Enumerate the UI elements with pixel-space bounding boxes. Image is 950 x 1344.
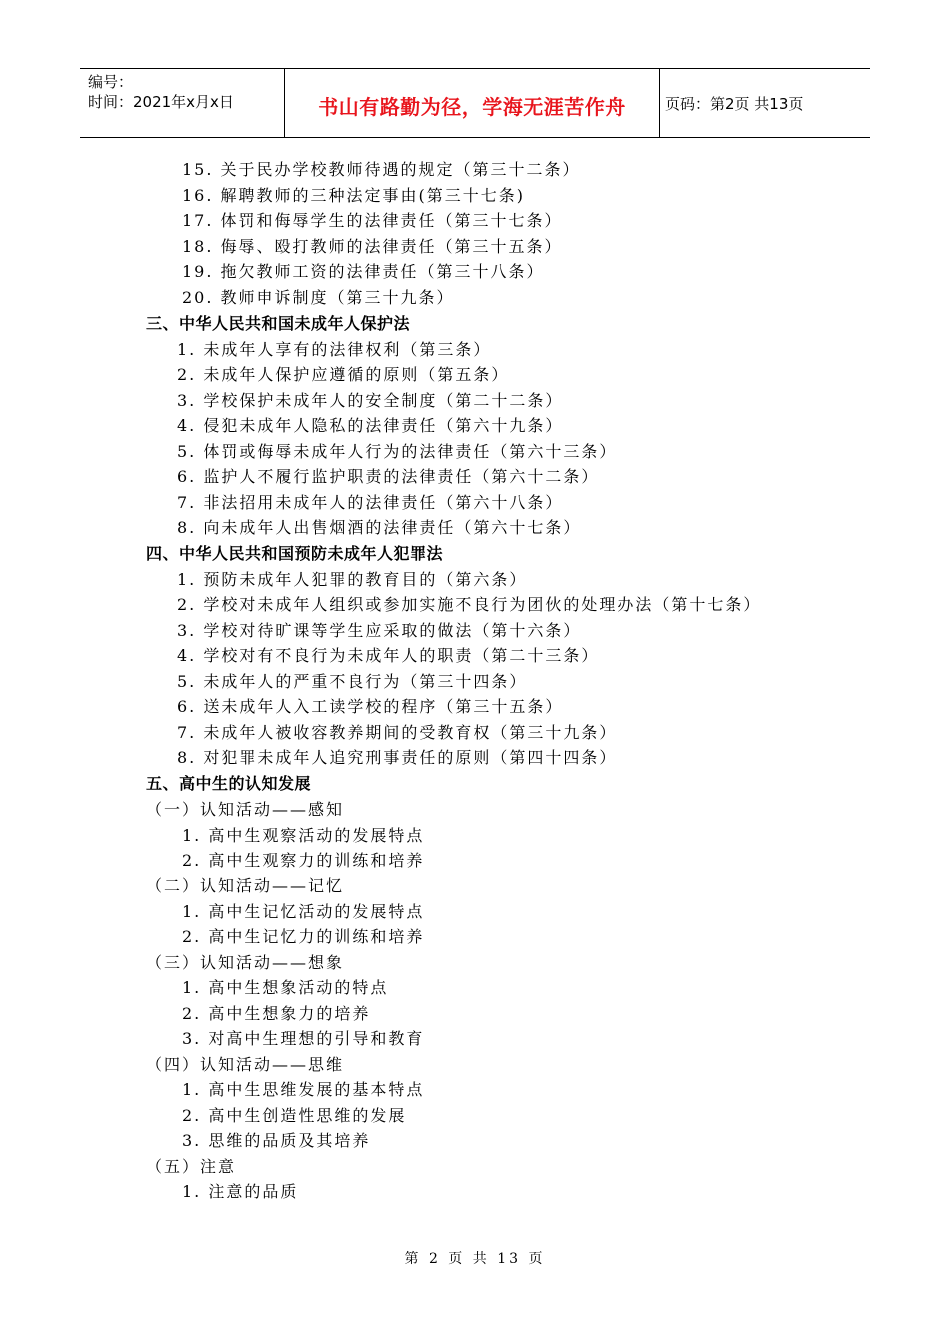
list-item: 5. 体罚或侮辱未成年人行为的法律责任（第六十三条） [177, 442, 618, 461]
list-item: 1. 高中生记忆活动的发展特点 [182, 902, 425, 921]
list-item: 1. 高中生观察活动的发展特点 [182, 826, 425, 845]
list-item: 3. 对高中生理想的引导和教育 [182, 1029, 425, 1048]
list-item: 1. 高中生想象活动的特点 [182, 978, 389, 997]
number-label: 编号： [88, 73, 134, 91]
list-item: 2. 未成年人保护应遵循的原则（第五条） [177, 365, 510, 384]
subsection-heading: （二）认知活动——记忆 [146, 876, 345, 895]
page-label: 页码：第2页 共13页 [665, 95, 804, 113]
motto: 书山有路勤为径，学海无涯苦作舟 [318, 95, 626, 119]
list-item: 5. 未成年人的严重不良行为（第三十四条） [177, 672, 528, 691]
section-heading: 三、中华人民共和国未成年人保护法 [146, 314, 411, 333]
subsection-heading: （四）认知活动——思维 [146, 1055, 345, 1074]
list-item: 2. 高中生想象力的培养 [182, 1004, 371, 1023]
list-item: 1. 注意的品质 [182, 1182, 299, 1201]
list-item: 16. 解聘教师的三种法定事由(第三十七条) [182, 186, 526, 205]
list-item: 7. 未成年人被收容教养期间的受教育权（第三十九条） [177, 723, 618, 742]
list-item: 8. 向未成年人出售烟酒的法律责任（第六十七条） [177, 518, 582, 537]
list-item: 3. 学校保护未成年人的安全制度（第二十二条） [177, 391, 564, 410]
list-item: 2. 高中生记忆力的训练和培养 [182, 927, 425, 946]
list-item: 4. 学校对有不良行为未成年人的职责（第二十三条） [177, 646, 600, 665]
list-item: 1. 未成年人享有的法律权利（第三条） [177, 340, 492, 359]
section-heading: 四、中华人民共和国预防未成年人犯罪法 [146, 544, 444, 563]
page-footer: 第 2 页 共 13 页 [404, 1251, 546, 1267]
list-item: 1. 预防未成年人犯罪的教育目的（第六条） [177, 570, 528, 589]
time-label: 时间：2021年x月x日 [88, 93, 234, 111]
page-header [80, 68, 870, 138]
list-item: 18. 侮辱、殴打教师的法律责任（第三十五条） [182, 237, 563, 256]
list-item: 17. 体罚和侮辱学生的法律责任（第三十七条） [182, 211, 563, 230]
header-page-cell [659, 69, 870, 137]
list-item: 2. 高中生创造性思维的发展 [182, 1106, 407, 1125]
list-item: 15. 关于民办学校教师待遇的规定（第三十二条） [182, 160, 581, 179]
list-item: 19. 拖欠教师工资的法律责任（第三十八条） [182, 262, 545, 281]
subsection-heading: （一）认知活动——感知 [146, 800, 345, 819]
list-item: 1. 高中生思维发展的基本特点 [182, 1080, 425, 1099]
list-item: 3. 思维的品质及其培养 [182, 1131, 371, 1150]
list-item: 20. 教师申诉制度（第三十九条） [182, 288, 455, 307]
subsection-heading: （三）认知活动——想象 [146, 953, 345, 972]
list-item: 6. 送未成年人入工读学校的程序（第三十五条） [177, 697, 564, 716]
section-heading: 五、高中生的认知发展 [146, 774, 312, 793]
list-item: 4. 侵犯未成年人隐私的法律责任（第六十九条） [177, 416, 564, 435]
header-info-cell [80, 69, 284, 137]
list-item: 2. 学校对未成年人组织或参加实施不良行为团伙的处理办法（第十七条） [177, 595, 762, 614]
list-item: 3. 学校对待旷课等学生应采取的做法（第十六条） [177, 621, 582, 640]
list-item: 7. 非法招用未成年人的法律责任（第六十八条） [177, 493, 564, 512]
list-item: 2. 高中生观察力的训练和培养 [182, 851, 425, 870]
header-motto-cell [284, 69, 660, 137]
list-item: 8. 对犯罪未成年人追究刑事责任的原则（第四十四条） [177, 748, 618, 767]
subsection-heading: （五）注意 [146, 1157, 237, 1176]
list-item: 6. 监护人不履行监护职责的法律责任（第六十二条） [177, 467, 600, 486]
